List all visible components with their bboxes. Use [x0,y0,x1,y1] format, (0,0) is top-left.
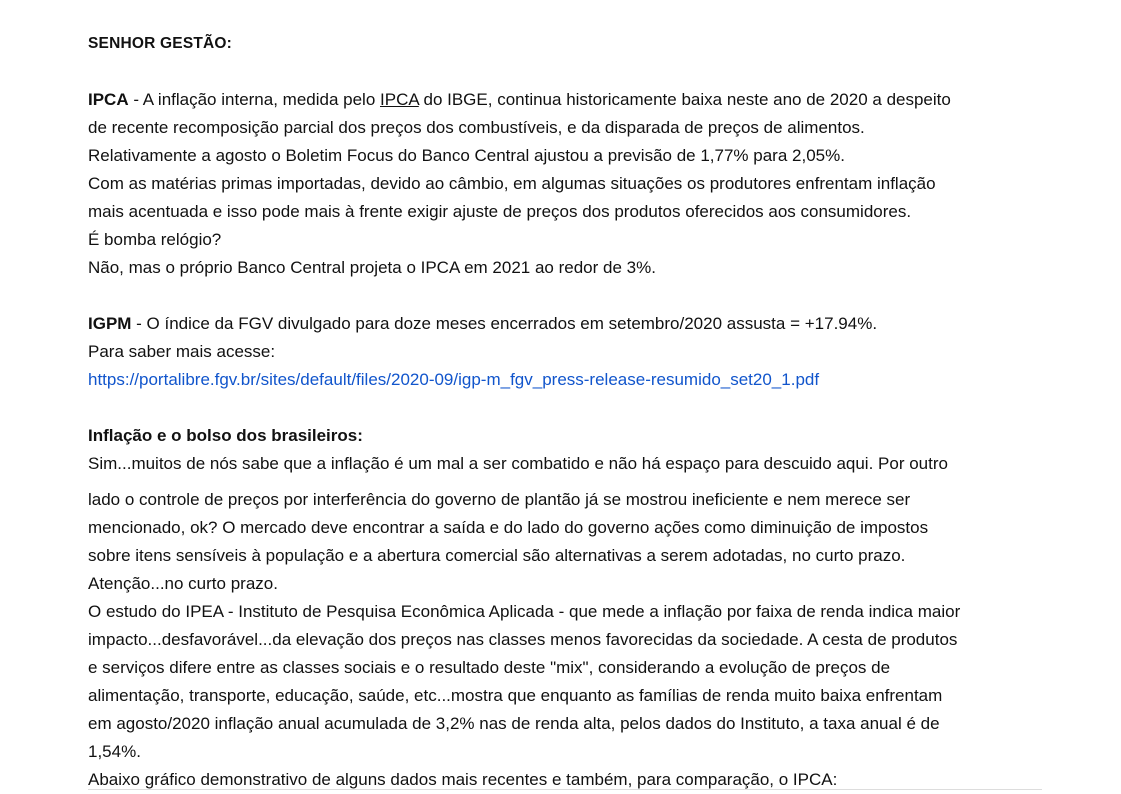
spacer [88,394,1088,422]
ipca-label: IPCA [88,90,129,109]
igpm-paragraph-line-1 [88,310,1088,338]
spacer [88,282,1088,310]
ipca-paragraph-line-6: É bomba relógio? [88,230,222,249]
bolso-paragraph-line-5: Atenção...no curto prazo. [88,574,278,593]
ipca-paragraph-line-2: de recente recomposição parcial dos preços dos combustíveis, e da disparada de preços de alimentos. [88,118,865,137]
ipca-text-1b: do IBGE, continua historicamente baixa neste ano de 2020 a despeito [418,90,951,109]
page-title: SENHOR GESTÃO: [88,35,233,52]
bolso-paragraph-line-12: Abaixo gráfico demonstrativo de alguns dados mais recentes e também, para comparação, o IPCA: [88,770,838,789]
divider [88,789,1042,790]
bolso-paragraph-line-2: lado o controle de preços por interferência do governo de plantão já se mostrou ineficiente e nem merece ser [88,490,911,509]
bolso-heading: Inflação e o bolso dos brasileiros: [88,426,363,445]
igpm-label: IGPM [88,314,132,333]
igpm-link-line [88,366,1088,394]
ipca-inline-link[interactable]: IPCA [380,90,419,109]
bolso-paragraph-line-3: mencionado, ok? O mercado deve encontrar a saída e do lado do governo ações como diminuição de impostos [88,518,929,537]
ipca-text-1a: - A inflação interna, medida pelo [128,90,381,109]
spacer [88,478,1088,486]
bolso-paragraph-line-11: 1,54%. [88,742,141,761]
bolso-paragraph-line-6: O estudo do IPEA - Instituto de Pesquisa Econômica Aplicada - que mede a inflação por faixa de renda indica maior [88,602,961,621]
igpm-text-1: - O índice da FGV divulgado para doze meses encerrados em setembro/2020 assusta = +17.94%. [131,314,878,333]
ipca-paragraph-line-4: Com as matérias primas importadas, devido ao câmbio, em algumas situações os produtores enfrentam inflação [88,174,936,193]
spacer [88,58,1088,86]
document-body [88,30,1088,794]
ipca-paragraph-line-1 [88,86,1088,114]
bolso-paragraph-line-9: alimentação, transporte, educação, saúde, etc...mostra que enquanto as famílias de renda muito baixa enfrentam [88,686,943,705]
igpm-paragraph-line-2: Para saber mais acesse: [88,342,276,361]
bolso-paragraph-line-10: em agosto/2020 inflação anual acumulada de 3,2% nas de renda alta, pelos dados do Instituto, a taxa anual é de [88,714,940,733]
bolso-paragraph-line-7: impacto...desfavorável...da elevação dos preços nas classes menos favorecidas da sociedade. A cesta de produtos [88,630,958,649]
bolso-paragraph-line-4: sobre itens sensíveis à população e a abertura comercial são alternativas a serem adotadas, no curto prazo. [88,546,906,565]
igpm-pdf-link[interactable]: https://portalibre.fgv.br/sites/default/files/2020-09/igp-m_fgv_press-release-resumido_set20_1.pdf [88,370,820,389]
ipca-paragraph-line-7: Não, mas o próprio Banco Central projeta o IPCA em 2021 ao redor de 3%. [88,258,656,277]
ipca-paragraph-line-3: Relativamente a agosto o Boletim Focus do Banco Central ajustou a previsão de 1,77% para 2,05%. [88,146,845,165]
bolso-paragraph-line-1: Sim...muitos de nós sabe que a inflação é um mal a ser combatido e não há espaço para descuido aqui. Por outro [88,454,948,473]
ipca-paragraph-line-5: mais acentuada e isso pode mais à frente exigir ajuste de preços dos produtos oferecidos aos consumidores. [88,202,912,221]
bolso-paragraph-line-8: e serviços difere entre as classes sociais e o resultado deste "mix", considerando a evolução de preços de [88,658,891,677]
